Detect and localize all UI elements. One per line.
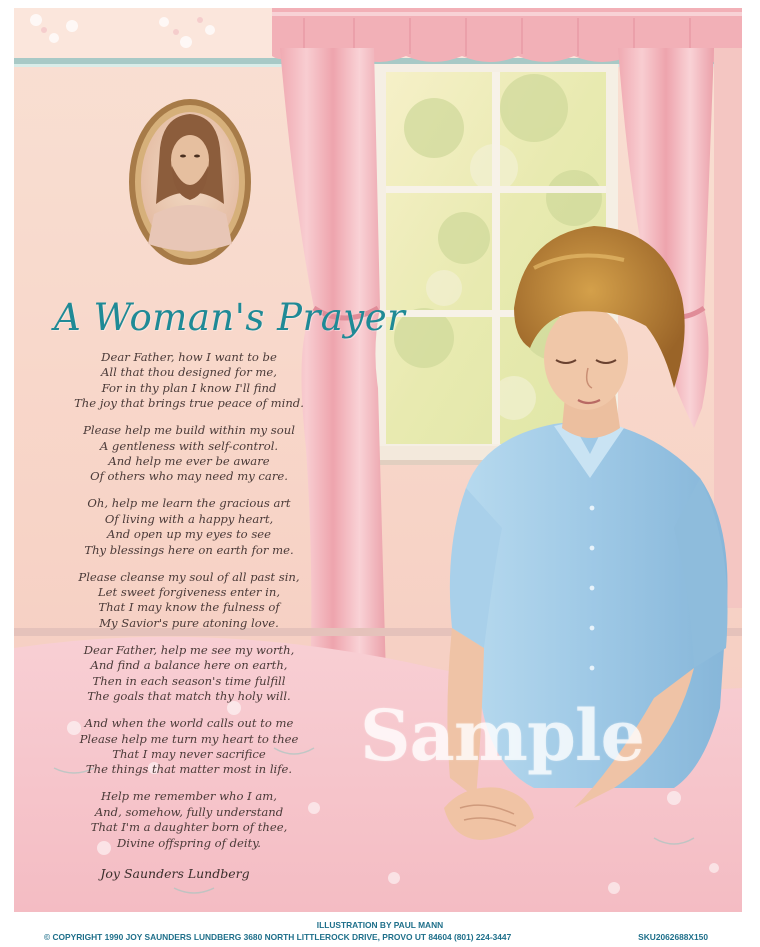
poem-line: That I may never sacrifice [112,746,266,761]
stanza [44,496,334,558]
stanza [44,423,334,485]
poem-line: Let sweet forgiveness enter in, [97,585,281,600]
poem-line: For in thy plan I know I'll find [101,380,277,395]
poem-line: A gentleness with self-control. [99,438,279,453]
poem-line: Dear Father, help me see my worth, [83,642,295,657]
stanza [44,789,334,851]
poem-line: And find a balance here on earth, [90,658,288,673]
stanza [44,350,334,412]
poem-line: Of others who may need my care. [90,469,288,484]
poem-line: And when the world calls out to me [84,716,294,731]
poem-line: Oh, help me learn the gracious art [87,496,291,511]
poem-body [44,350,334,863]
poem-line: The goals that match thy holy will. [87,689,291,704]
poem-line: Of living with a happy heart, [104,511,274,526]
poem-line: That I'm a daughter born of thee, [90,820,288,835]
poem-line: Then in each season's time fulfill [92,673,286,688]
poster [14,8,742,912]
poem-line: Thy blessings here on earth for me. [84,542,294,557]
copyright-notice: © COPYRIGHT 1990 JOY SAUNDERS LUNDBERG 3680 NORTH LITTLEROCK DRIVE, PROVO UT 84604 (801) 224-3447 [44,932,512,942]
poem-line: The joy that brings true peace of mind. [74,396,304,411]
poem-line: That I may know the fulness of [98,600,280,615]
poem-line: Divine offspring of deity. [117,835,261,850]
poem-line: And open up my eyes to see [106,527,272,542]
sku-code: SKU2062688X150 [638,932,708,942]
poem-line: Dear Father, how I want to be [101,350,277,364]
stanza [44,643,334,705]
poem-line: Please help me build within my soul [83,423,295,438]
poem-line: And help me ever be aware [108,454,270,469]
footer [0,914,760,947]
poem-line: All that thou designed for me, [101,365,277,380]
poem-line: The things that matter most in life. [85,762,293,777]
portrait-frame [129,99,251,265]
poem-line: And, somehow, fully understand [94,804,284,819]
sample-watermark: Sample [360,694,645,777]
poem-line: Help me remember who I am, [100,789,277,804]
poem-line: Please help me turn my heart to thee [79,731,299,746]
stanza [44,716,334,778]
poem-line: My Savior's pure atoning love. [99,615,279,630]
poem-title: A Woman's Prayer [54,296,406,339]
poem-author: Joy Saunders Lundberg [100,866,250,881]
poem-line: Please cleanse my soul of all past sin, [78,569,300,584]
illustration-credit: ILLUSTRATION BY PAUL MANN [316,920,444,930]
stanza [44,570,334,632]
